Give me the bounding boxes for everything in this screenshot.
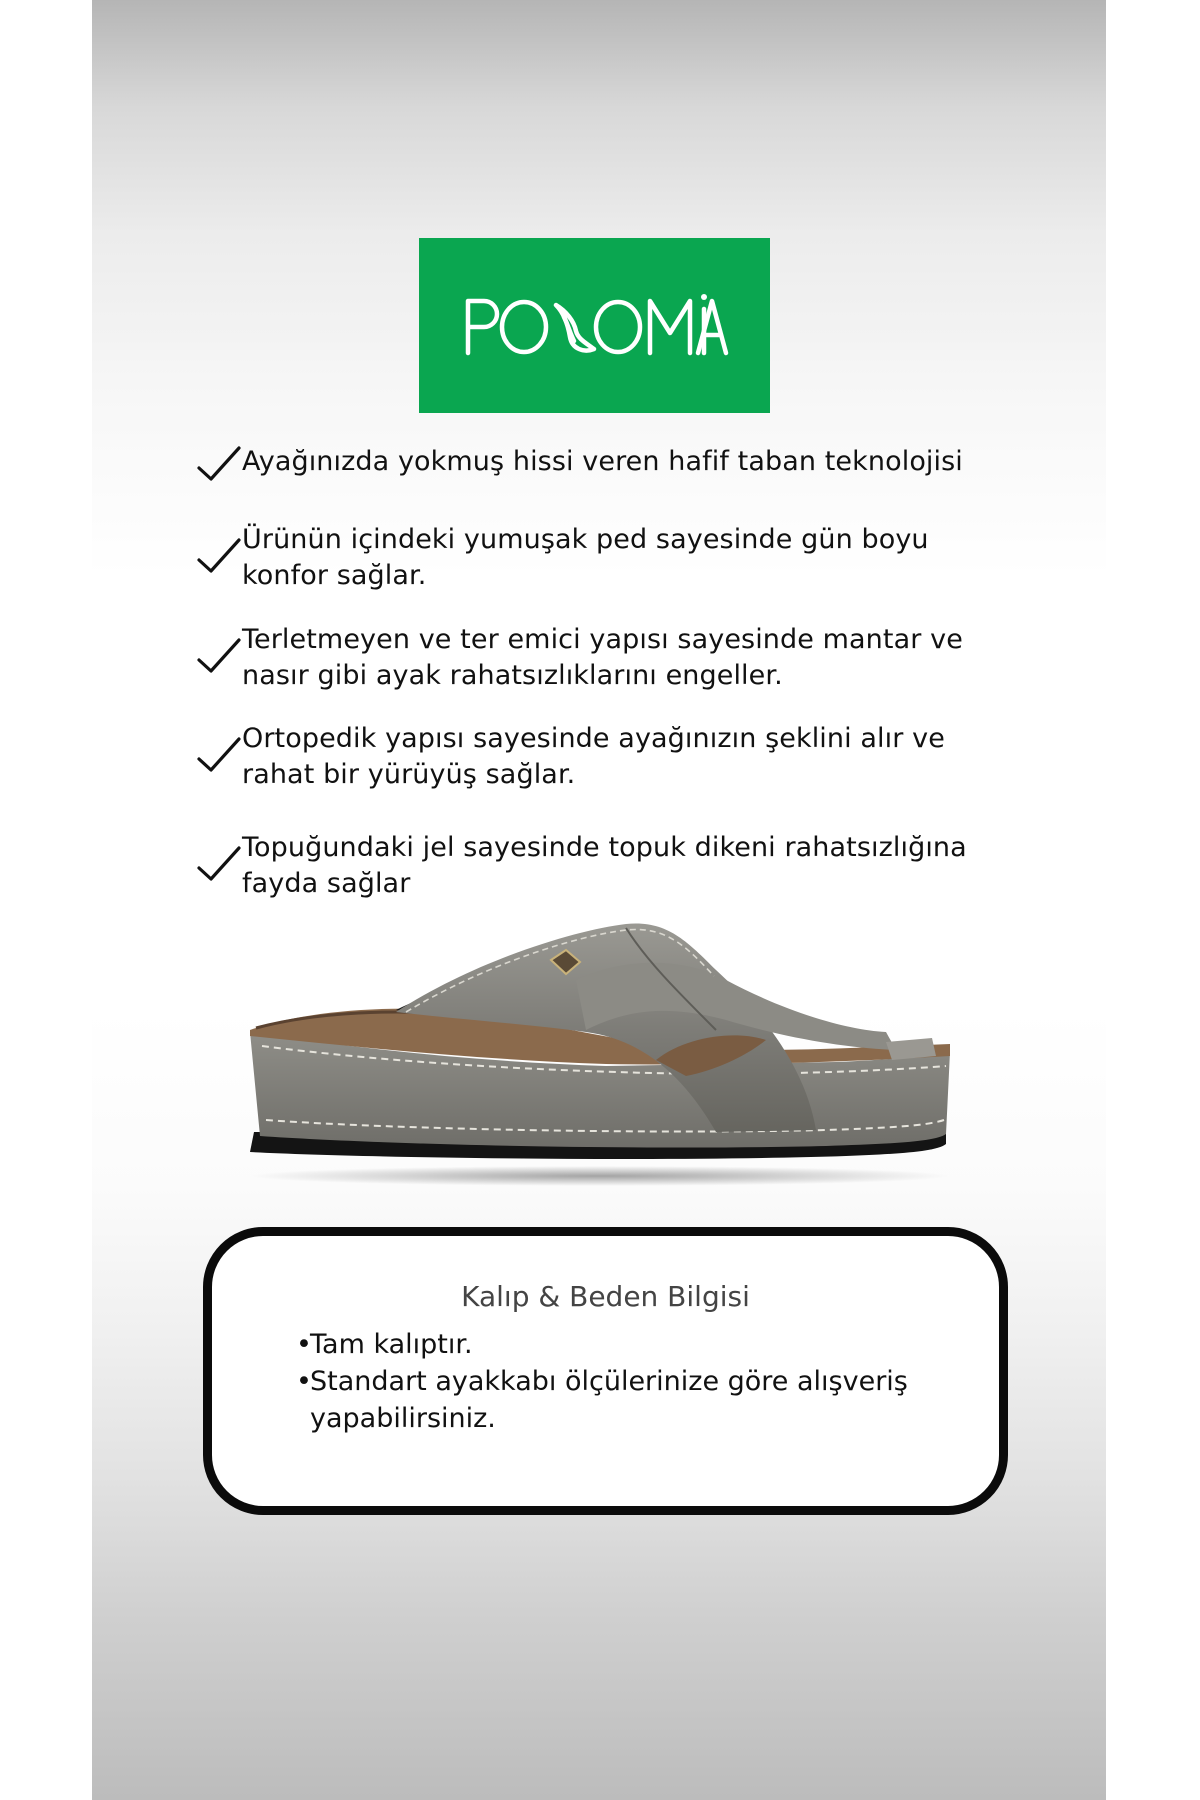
list-item <box>296 1363 936 1437</box>
list-item <box>296 1326 936 1363</box>
feature-item <box>196 830 976 902</box>
list-item-text: Tam kalıptır. <box>310 1329 473 1360</box>
feature-item <box>196 622 976 694</box>
product-image <box>246 920 954 1190</box>
feature-item <box>196 522 976 594</box>
feature-text: Ortopedik yapısı sayesinde ayağınızın şeklini alır ve rahat bir yürüyüş sağlar. <box>242 723 945 790</box>
feature-text: Topuğundaki jel sayesinde topuk dikeni rahatsızlığına fayda sağlar <box>242 832 967 899</box>
feature-text: Ayağınızda yokmuş hissi veren hafif taban teknolojisi <box>242 446 963 477</box>
brand-logo <box>419 238 770 413</box>
size-info-list <box>296 1326 936 1437</box>
shadow <box>250 1166 950 1186</box>
size-info-box <box>203 1227 1008 1515</box>
check-icon <box>196 444 242 484</box>
check-icon <box>196 735 242 775</box>
feature-text: Ürünün içindeki yumuşak ped sayesinde gün boyu konfor sağlar. <box>242 524 929 591</box>
feature-text: Terletmeyen ve ter emici yapısı sayesinde mantar ve nasır gibi ayak rahatsızlıklarını engeller. <box>242 624 963 691</box>
check-icon <box>196 536 242 576</box>
brand-logo-wordmark <box>460 291 730 361</box>
check-icon <box>196 844 242 884</box>
list-item-text: Standart ayakkabı ölçülerinize göre alışveriş yapabilirsiniz. <box>310 1366 908 1434</box>
check-icon <box>196 636 242 676</box>
bullet: • <box>296 1366 312 1397</box>
feature-item <box>196 721 976 793</box>
size-info-title: Kalıp & Beden Bilgisi <box>461 1280 750 1313</box>
bullet: • <box>296 1329 312 1360</box>
feature-item <box>196 444 976 484</box>
